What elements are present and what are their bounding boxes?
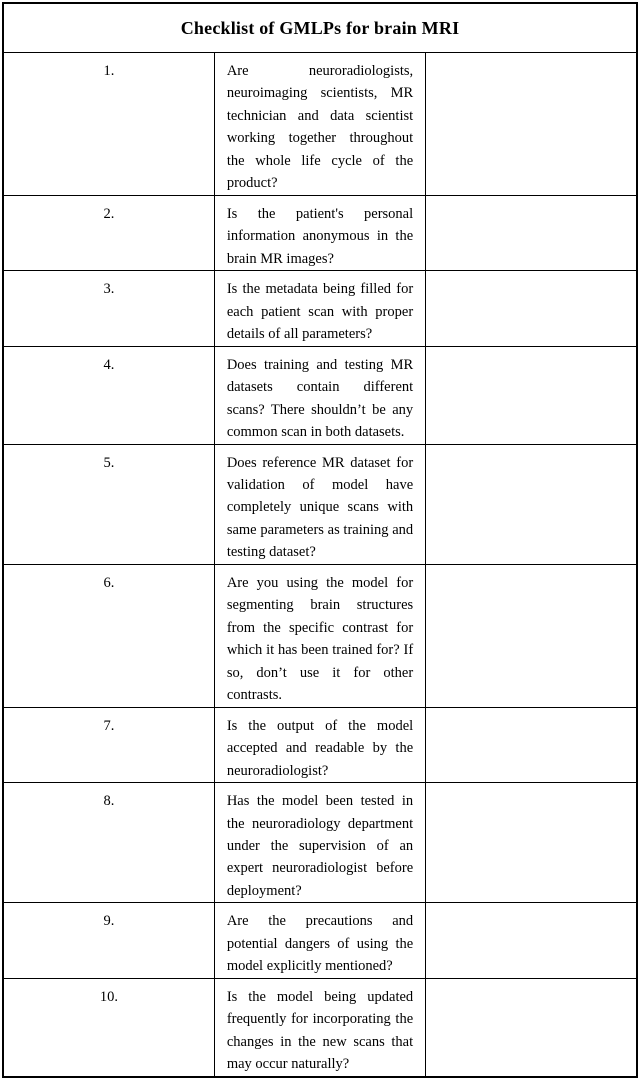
- row-number: 7.: [3, 707, 214, 782]
- table-row: [3, 271, 637, 346]
- row-number: 4.: [3, 346, 214, 444]
- question-text: Are you using the model for segmenting brain structures from the specific contrast for which it has been trained for? If so, don’t use it for other contrasts.: [214, 564, 425, 707]
- row-number: 2.: [3, 195, 214, 270]
- title-row: [3, 3, 637, 53]
- checkbox-cell: [426, 53, 637, 196]
- row-number: 1.: [3, 53, 214, 196]
- table-row: [3, 707, 637, 782]
- checklist-body: [3, 53, 637, 1077]
- table-row: [3, 978, 637, 1076]
- row-number: 5.: [3, 444, 214, 564]
- table-row: [3, 53, 637, 196]
- question-text: Does training and testing MR datasets contain different scans? There shouldn’t be any common scan in both datasets.: [214, 346, 425, 444]
- checkbox-cell: [426, 707, 637, 782]
- row-number: 3.: [3, 271, 214, 346]
- table-row: [3, 346, 637, 444]
- table-row: [3, 783, 637, 903]
- question-text: Are the precautions and potential dangers of using the model explicitly mentioned?: [214, 903, 425, 978]
- row-number: 6.: [3, 564, 214, 707]
- table-row: [3, 195, 637, 270]
- table-row: [3, 564, 637, 707]
- checkbox-cell: [426, 271, 637, 346]
- checklist-table: [2, 2, 638, 1078]
- row-number: 8.: [3, 783, 214, 903]
- question-text: Has the model been tested in the neuroradiology department under the supervision of an expert neuroradiologist before deployment?: [214, 783, 425, 903]
- question-text: Are neuroradiologists, neuroimaging scientists, MR technician and data scientist working together throughout the whole life cycle of the product?: [214, 53, 425, 196]
- question-text: Does reference MR dataset for validation of model have completely unique scans with same parameters as training and testing dataset?: [214, 444, 425, 564]
- table-row: [3, 903, 637, 978]
- question-text: Is the patient's personal information anonymous in the brain MR images?: [214, 195, 425, 270]
- table-title: Checklist of GMLPs for brain MRI: [3, 3, 637, 53]
- checkbox-cell: [426, 903, 637, 978]
- checkbox-cell: [426, 346, 637, 444]
- row-number: 10.: [3, 978, 214, 1076]
- checkbox-cell: [426, 978, 637, 1076]
- question-text: Is the model being updated frequently for incorporating the changes in the new scans that may occur naturally?: [214, 978, 425, 1076]
- question-text: Is the metadata being filled for each patient scan with proper details of all parameters?: [214, 271, 425, 346]
- question-text: Is the output of the model accepted and readable by the neuroradiologist?: [214, 707, 425, 782]
- checkbox-cell: [426, 195, 637, 270]
- row-number: 9.: [3, 903, 214, 978]
- table-row: [3, 444, 637, 564]
- checkbox-cell: [426, 564, 637, 707]
- checkbox-cell: [426, 783, 637, 903]
- checkbox-cell: [426, 444, 637, 564]
